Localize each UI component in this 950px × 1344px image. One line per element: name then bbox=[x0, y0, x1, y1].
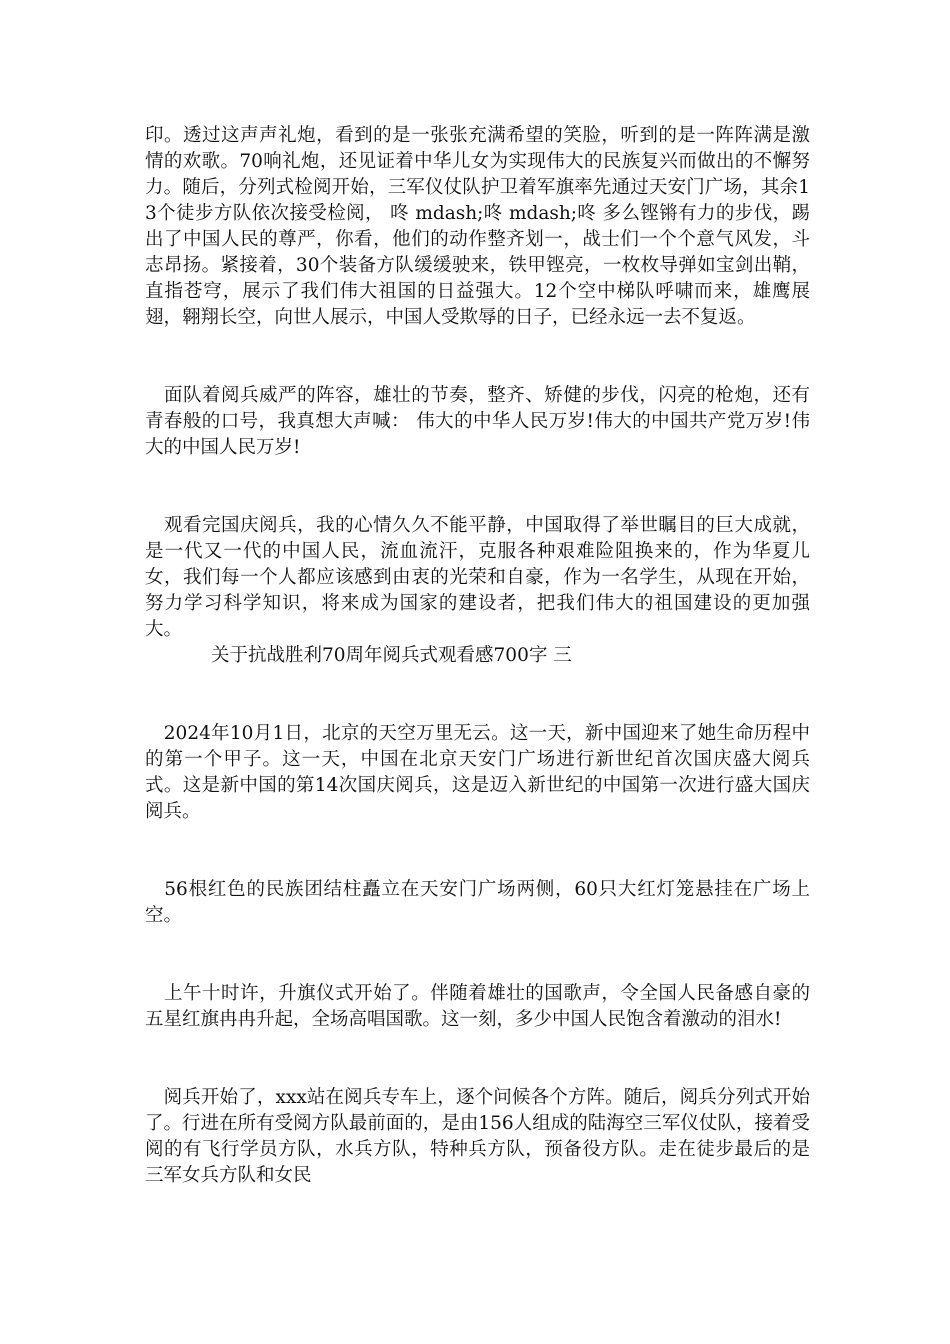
paragraph-reflection: 观看完国庆阅兵，我的心情久久不能平静，中国取得了举世瞩目的巨大成就，是一代又一代的中国人民，流血流汗，克服各种艰难险阻换来的，作为华夏儿女，我们每一个人都应该感到由衷的光荣和自豪，作为一名学生，从现在开始，努力学习科学知识，将来成为国家的建设者，把我们伟大的祖国建设的更加强大。 bbox=[145, 515, 810, 640]
document-body bbox=[145, 123, 810, 1189]
paragraph-parade-begins: 阅兵开始了，xxx站在阅兵专车上，逐个问候各个方阵。随后，阅兵分列式开始了。行进在所有受阅方队最前面的，是由156人组成的陆海空三军仪仗队，接着受阅的有飞行学员方队，水兵方队，特种兵方队，预备役方队。走在徒步最后的是三军女兵方队和女民 bbox=[145, 1087, 810, 1186]
paragraph-cheer: 面队着阅兵威严的阵容，雄壮的节奏，整齐、矫健的步伐，闪亮的枪炮，还有青春般的口号，我真想大声喊： 伟大的中华人民万岁!伟大的中国共产党万岁!伟大的中国人民万岁! bbox=[145, 385, 810, 458]
paragraph-gap bbox=[145, 825, 810, 877]
paragraph-review-parade: 印。透过这声声礼炮，看到的是一张张充满希望的笑脸，听到的是一阵阵满是激情的欢歌。70响礼炮，还见证着中华儿女为实现伟大的民族复兴而做出的不懈努力。随后，分列式检阅开始，三军仪仗队护卫着军旗率先通过天安门广场，其余13个徒步方队依次接受检阅， 咚 mdash;咚 mdash;咚 多么铿锵有力的步伐，踢出了中国人民的尊严，你看，他们的动作整齐划一，战士们一个个意气风发，斗志昂扬。紧接着，30个装备方队缓缓驶来，铁甲铿亮，一枚枚导弹如宝剑出鞘，直指苍穹，展示了我们伟大祖国的日益强大。12个空中梯队呼啸而来，雄鹰展翅，翱翔长空，向世人展示，中国人受欺辱的日子，已经永远一去不复返。 bbox=[145, 125, 810, 328]
section-heading: 关于抗战胜利70周年阅兵式观看感700字 三 bbox=[211, 645, 572, 666]
paragraph-national-day: 2024年10月1日，北京的天空万里无云。这一天，新中国迎来了她生命历程中的第一个甲子。这一天，中国在北京天安门广场进行新世纪首次国庆盛大阅兵式。这是新中国的第14次国庆阅兵，这是迈入新世纪的中国第一次进行盛大国庆阅兵。 bbox=[145, 723, 810, 822]
paragraph-gap bbox=[145, 669, 810, 721]
paragraph-gap bbox=[145, 929, 810, 981]
paragraph-gap bbox=[145, 1033, 810, 1085]
paragraph-gap bbox=[145, 331, 810, 383]
paragraph-flag-raising: 上午十时许，升旗仪式开始了。伴随着雄壮的国歌声，令全国人民备感自豪的五星红旗冉冉升起，全场高唱国歌。这一刻，多少中国人民饱含着激动的泪水! bbox=[145, 983, 810, 1030]
paragraph-gap bbox=[145, 461, 810, 513]
paragraph-unity-columns: 56根红色的民族团结柱矗立在天安门广场两侧，60只大红灯笼悬挂在广场上空。 bbox=[145, 879, 810, 926]
